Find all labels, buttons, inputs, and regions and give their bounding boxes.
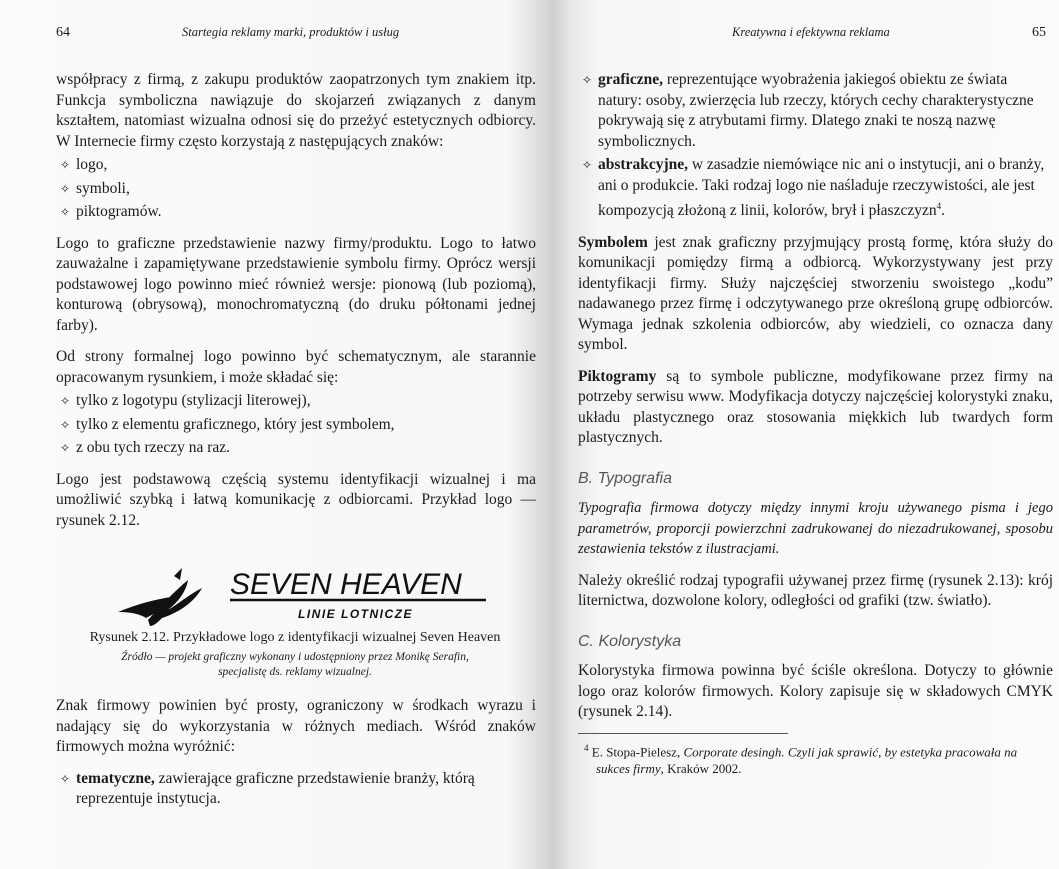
footnote: $^4$ E. Stopa-Pielesz, Corporate desingh. Czyli jak sprawić, by estetyka pracowała na sukces firmy, Kraków 2002. [584, 742, 1018, 776]
running-title-left: Startegia reklamy marki, produktów i usług [182, 25, 400, 39]
paragraph: współpracy z firmą, z zakupu produktów zaopatrzonych tym znakiem itp. Funkcja symboliczna nawiązuje do skojarzeń związanych z danym kształtem, natomiast wizualna odnosi się do przeżyć estetycznych odbiorcy. W Internecie firmy często korzystają z następujących znaków: [56, 71, 536, 150]
section-heading: C. Kolorystyka [578, 632, 682, 650]
seven-heaven-logo [118, 568, 528, 626]
left-body-bottom [56, 696, 536, 810]
section-heading: B. Typografia [578, 469, 672, 487]
paragraph: Od strony formalnej logo powinno być schematycznym, ale starannie opracowanym rysunkiem, i może składać się: [56, 348, 536, 386]
paragraph: Znak firmowy powinien być prosty, ograniczony w środkach wyrazu i nadający się do wykorzystania w różnych mediach. Wśród znaków firmowych można wyróżnić: [56, 697, 536, 755]
logo-name: SEVEN HEAVEN [230, 568, 462, 601]
paragraph: Symbolem jest znak graficzny przyjmujący prostą formę, która służy do komunikacji pomiędzy firmą a odbiorcą. Wykorzystywany jest przy identyfikacji firmy. Służy najczęściej stworzeniu swoistego „kodu” nadawanego przez firmę i odczytywanego prze określoną grupę odbiorców. Wymaga jednak szkolenia odbiorców, aby wiedzieli, co oznacza dany symbol. [578, 233, 1053, 354]
running-title-right: Kreatywna i efektywna reklama [732, 25, 890, 39]
footnote-ref: 4 [936, 201, 942, 211]
figure-source: Źródło — projekt graficzny wykonany i udostępniony przez Monikę Serafin, specjalistę ds. reklamy wizualnej. [121, 651, 469, 678]
left-body-top [56, 70, 536, 531]
list-item: ✧ piktogramów. [60, 203, 162, 220]
list-item: ✧ graficzne, reprezentujące wyobrażenia jakiegoś obiektu ze świata natury: osoby, zwierzęcia lub rzeczy, których cechy charakterystyczne pokrywają się z atrybutami firmy. Dlatego znaki te noszą nazwę symbolicznych. [582, 71, 1034, 150]
bird-icon [118, 568, 202, 626]
paragraph: Logo to graficzne przedstawienie nazwy firmy/produktu. Logo to łatwo zauważalne i zapamiętywane przedstawienie symbolu firmy. Oprócz wersji podstawowej logo powinno mieć również wersje: pionową (lub poziomą), konturową (obrysową), monochromatyczną (do druku półtonami jednej farby). [56, 234, 536, 334]
list-item: ✧ tylko z logotypu (stylizacji literowej), [60, 392, 311, 409]
paragraph: Logo jest podstawową częścią systemu identyfikacji wizualnej i ma umożliwić szybką i łatwą komunikację z odbiorcami. Przykład logo — rysunek 2.12. [56, 470, 536, 529]
list-item: ✧ symboli, [60, 179, 130, 197]
page-number-right: 65 [1032, 25, 1046, 40]
paragraph: Piktogramy są to symbole publiczne, modyfikowane przez firmy na potrzeby serwisu www. Modyfikacja dotyczy najczęściej kolorystyki znaku, układu plastycznego oraz stosowania miękkich lub twardych form plastycznych. [578, 367, 1053, 447]
paragraph: Typografia firmowa dotyczy między innymi kroju używanego pisma i jego parametrów, proporcji powierzchni zadrukowanej do niezadrukowanej, sposobu zestawienia tekstów z ilustracjami. [578, 500, 1053, 558]
list-item: ✧ tematyczne, zawierające graficzne przedstawienie branży, którą reprezentuje instytucja. [60, 769, 475, 807]
logo-tagline: LINIE LOTNICZE [298, 607, 413, 621]
list-item: ✧ logo, [60, 156, 108, 173]
paragraph: Kolorystyka firmowa powinna być ściśle określona. Dotyczy to głównie logo oraz kolorów firmowych. Kolory zapisuje się w składowych CMYK (rysunek 2.14). [578, 662, 1053, 721]
right-body [578, 70, 1053, 777]
page-number-left: 64 [56, 25, 70, 40]
list-item: ✧ tylko z elementu graficznego, który jest symbolem, [60, 415, 395, 433]
paragraph: Należy określić rodzaj typografii używanej przez firmę (rysunek 2.13): krój liternictwa, dozwolone kolory, odległości od grafiki (tzw. światło). [578, 571, 1053, 610]
right-page [556, 0, 1059, 869]
figure-caption: Rysunek 2.12. Przykładowe logo z identyfikacji wizualnej Seven Heaven [89, 630, 501, 645]
list-item: ✧ abstrakcyjne, w zasadzie niemówiące nic ani o instytucji, ani o branży, ani o produkcie. Taki rodzaj logo nie naśladuje rzeczywistości, ale jest kompozycją złożoną z linii, kolorów, brył i płaszczyzn$^4$. [582, 156, 1045, 220]
list-item: ✧ z obu tych rzeczy na raz. [60, 439, 231, 456]
